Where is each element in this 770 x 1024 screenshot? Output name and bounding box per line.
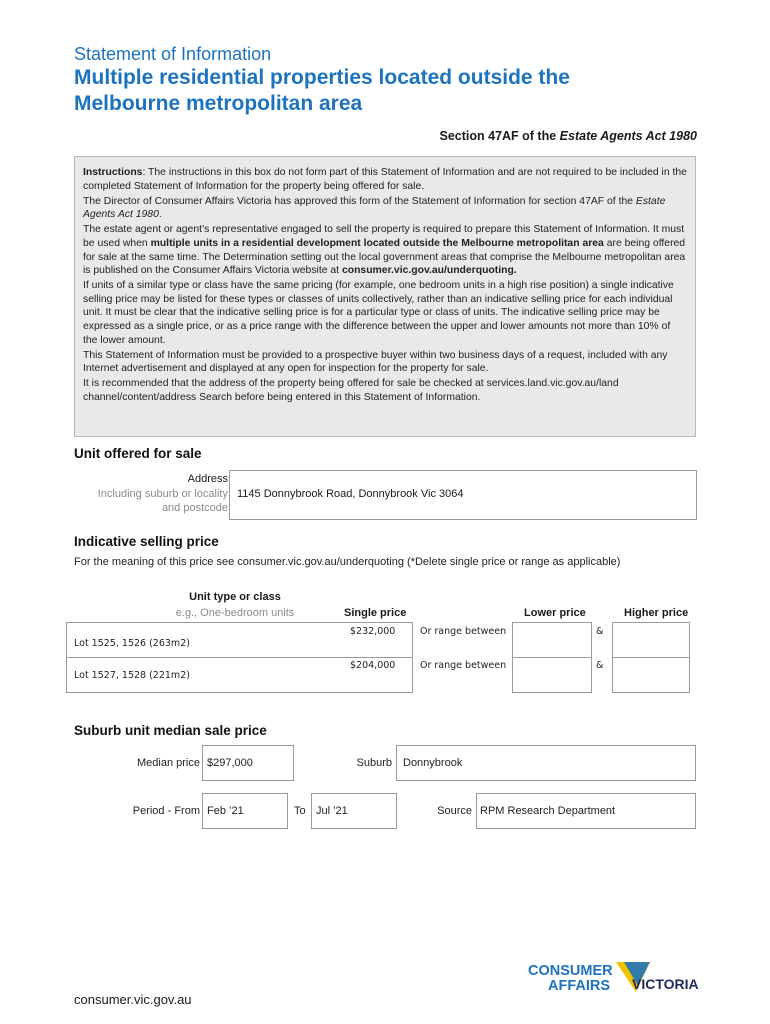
instructions-p3 — [83, 223, 687, 277]
unit-row-1-label: Lot 1525, 1526 (263m2) — [74, 638, 190, 649]
logo-consumer-text: CONSUMER — [528, 963, 613, 979]
instructions-p2-end: . — [158, 209, 162, 221]
source-value: RPM Research Department — [480, 805, 616, 817]
indicative-heading: Indicative selling price — [74, 534, 219, 549]
consumer-affairs-victoria-logo — [528, 960, 703, 1002]
unit-row-1-single-price: $232,000 — [350, 626, 396, 637]
document-kicker: Statement of Information — [74, 44, 272, 64]
col-unit-type: Unit type or class — [189, 591, 281, 603]
instructions-p2-text: The Director of Consumer Affairs Victoria has approved this form of the Statement of Information for section 47AF of the — [83, 195, 636, 207]
source-label: Source — [437, 805, 472, 817]
instructions-p3-link: consumer.vic.gov.au/underquoting. — [341, 265, 517, 277]
unit-row-1-range-text: Or range between — [420, 626, 507, 637]
page-title — [74, 65, 714, 117]
section-act: Estate Agents Act 1980 — [559, 129, 697, 143]
col-unit-example: e.g., One-bedroom units — [175, 607, 295, 619]
unit-row-1-lower-field[interactable] — [512, 622, 592, 658]
title-line-1: Multiple residential properties located outside the — [74, 66, 570, 89]
period-from-label: Period - From — [132, 805, 200, 817]
suburb-value: Donnybrook — [403, 757, 463, 769]
address-label-sub2: and postcode — [161, 502, 228, 514]
instructions-p3-a: The estate agent or agent’s representative engaged to sell the property is required to prepare this Statement of Information. It must be used when — [83, 224, 685, 249]
indicative-note: For the meaning of this price see consumer.vic.gov.au/underquoting (*Delete single price or range as applicable) — [74, 556, 621, 568]
unit-row-2-single-price: $204,000 — [350, 660, 396, 671]
median-price-label: Median price — [137, 757, 200, 769]
logo-graphic — [528, 960, 703, 1002]
period-from-value: Feb ’21 — [207, 805, 244, 817]
unit-row-2-lower-field[interactable] — [512, 657, 592, 693]
unit-row-2-amp: & — [596, 660, 604, 671]
col-higher-price: Higher price — [624, 607, 689, 619]
unit-row-2-label: Lot 1527, 1528 (221m2) — [74, 670, 190, 681]
section-reference — [440, 129, 698, 143]
instructions-p3-c: are being offered for sale at the same time. The Determination setting out the local government areas that comprise the Melbourne metropolitan area is published on the Consumer Affairs Victoria website at — [83, 237, 686, 277]
unit-offered-heading: Unit offered for sale — [74, 446, 202, 461]
instructions-p1 — [83, 166, 687, 193]
instructions-label: Instructions — [83, 167, 143, 178]
instructions-p6: It is recommended that the address of the property being offered for sale be checked at services.land.vic.gov.au/land channel/content/address Search before being entered in this Statement of Information. — [83, 378, 619, 403]
address-label — [74, 472, 228, 516]
unit-row-2-higher-field[interactable] — [612, 657, 690, 693]
logo-victoria-text: VICTORIA — [632, 976, 699, 992]
instructions-p4: If units of a similar type or class have the same pricing (for example, one bedroom units in a high rise position) a single indicative selling price may be listed for these types or classes of units collectively, rather than an indicative selling price for each individual unit. It must be clear that the indicative selling price is for a particular type or class of units. The indicative selling price may be expressed as a single price, or as a price range with the difference between the upper and lower amounts not more than 10% of the lower amount. — [83, 280, 674, 346]
instructions-p3-b: multiple units in a residential development located outside the Melbourne metropolitan area — [150, 237, 604, 249]
logo-affairs-text: AFFAIRS — [548, 978, 611, 994]
address-value: 1145 Donnybrook Road, Donnybrook Vic 3064 — [237, 488, 464, 500]
suburb-label: Suburb — [356, 757, 392, 769]
unit-row-1-amp: & — [596, 626, 604, 637]
unit-row-1-higher-field[interactable] — [612, 622, 690, 658]
col-single-price: Single price — [344, 607, 407, 619]
instructions-box — [74, 156, 696, 437]
instructions-p2-act: Estate Agents Act 1980 — [83, 195, 666, 221]
period-to-value: Jul ’21 — [316, 805, 348, 817]
address-label-main: Address — [187, 473, 228, 485]
median-heading: Suburb unit median sale price — [74, 723, 267, 738]
col-lower-price: Lower price — [524, 607, 586, 619]
section-prefix: Section 47AF of the — [439, 129, 557, 143]
unit-row-2-range-text: Or range between — [420, 660, 507, 671]
instructions-p1-text: : The instructions in this box do not form part of this Statement of Information and are not required to be included in the completed Statement of Information for the property being offered for sale. — [83, 167, 687, 192]
median-price-value: $297,000 — [207, 757, 253, 769]
period-to-label: To — [294, 805, 306, 817]
instructions-p2 — [83, 195, 687, 222]
title-line-2: Melbourne metropolitan area — [74, 92, 363, 115]
instructions-p5: This Statement of Information must be provided to a prospective buyer within two business days of a request, included with any Internet advertisement and displayed at any open for inspection for the property for sale. — [83, 349, 668, 375]
address-label-sub1: Including suburb or locality — [97, 487, 228, 500]
footer-url: consumer.vic.gov.au — [74, 992, 192, 1007]
